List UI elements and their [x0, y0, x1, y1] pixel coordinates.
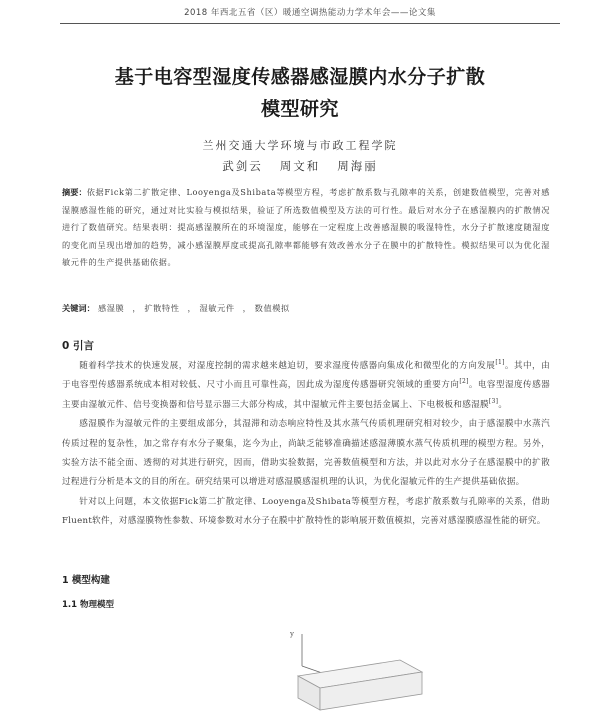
subsection-heading-physical-model: 1.1 物理模型 — [62, 600, 115, 610]
keyword: 数值模拟 — [254, 303, 290, 313]
author: 武剑云 — [222, 159, 263, 173]
keyword: 感湿膜 — [97, 303, 125, 313]
paper-title-line-2: 模型研究 — [260, 98, 339, 120]
author: 周文和 — [279, 159, 321, 173]
keyword: 扩散特性 — [144, 303, 180, 313]
paragraph: 感湿膜作为湿敏元件的主要组成部分，其湿滞和动态响应特性及其水蒸气传质机理研究相对较少，由于感湿膜中水蒸汽传质过程的复杂性，加之常存有水分子聚集，迄今为止，尚缺乏能够准确描述感湿薄膜水蒸气传质机理的模型方程。另外，实验方法不能全面、透彻的对其进行研究，因而，借助实验数据，完善数值模型和方法，并以此对水分子在感湿膜中的扩散过程进行分析是本文的目的所在。研究结果可以增进对感湿膜感湿机理的认识，为优化湿敏元件的生产提供基础依据。 — [62, 419, 550, 488]
paper-title-line-1: 基于电容型湿度传感器感湿膜内水分子扩散 — [114, 66, 486, 88]
keywords: 关键词： 感湿膜 ， 扩散特性 ， 湿敏元件 ， 数值模拟 — [62, 303, 290, 313]
y-axis-label: y — [290, 630, 294, 638]
author-list — [40, 158, 560, 174]
section-heading-intro: 0 引言 — [62, 340, 94, 352]
citation: [2] — [459, 378, 469, 386]
running-header: 2018 年西北五省（区）暖通空调热能动力学术年会——论文集 — [184, 8, 436, 18]
author: 周海丽 — [337, 159, 378, 173]
intro-body — [62, 357, 550, 532]
physical-model-figure — [250, 620, 430, 716]
paragraph: 针对以上问题，本文依据Fick第二扩散定律、Looyenga及Shibata等模型方程，考虑扩散系数与孔隙率的关系，借助Fluent软件，对感湿膜物性参数、环境参数对水分子在膜中扩散特性的影响展开数值模拟，完善对感湿膜感湿性能的研究。 — [62, 496, 550, 527]
abstract-text: 依据Fick第二扩散定律、Looyenga及Shibata等模型方程，考虑扩散系数与孔隙率的关系，创建数值模型，完善对感湿膜感湿性能的研究，通过对比实验与模拟结果，验证了所选数值模型及方法的可行性。最后对水分子在感湿膜内的扩散情况进行了数值研究。结果表明：提高感湿膜所在的环境湿度，能够在一定程度上改善感湿膜的吸湿特性，水分子扩散速度随湿度的变化而呈现出增加的趋势，减小感湿膜厚度或提高孔隙率都能够有效改善水分子在膜中的扩散特性。模拟结果可以为优化湿敏元件的生产提供基础依据。 — [62, 187, 550, 268]
abstract — [62, 184, 550, 272]
header-divider — [60, 23, 560, 24]
abstract-label: 摘要： — [62, 187, 87, 197]
affiliation: 兰州交通大学环境与市政工程学院 — [202, 139, 398, 152]
citation: [3] — [488, 397, 499, 405]
paragraph: 随着科学技术的快速发展，对湿度控制的需求越来越迫切，要求湿度传感器向集成化和微型化的方向发展[1]。其中，由于电容型传感器系统成本相对较低、尺寸小而且可靠性高，因此成为湿度传感器研究领域的重要方向[2]。电容型湿度传感器主要由湿敏元件、信号变换器和信号显示器三大部分构成，其中湿敏元件主要包括金属上、下电极板和感湿膜[3]。 — [62, 359, 551, 410]
keyword: 湿敏元件 — [199, 303, 235, 313]
keywords-label: 关键词： — [62, 303, 95, 313]
section-heading-model: 1 模型构建 — [62, 575, 110, 586]
citation: [1] — [495, 359, 505, 367]
